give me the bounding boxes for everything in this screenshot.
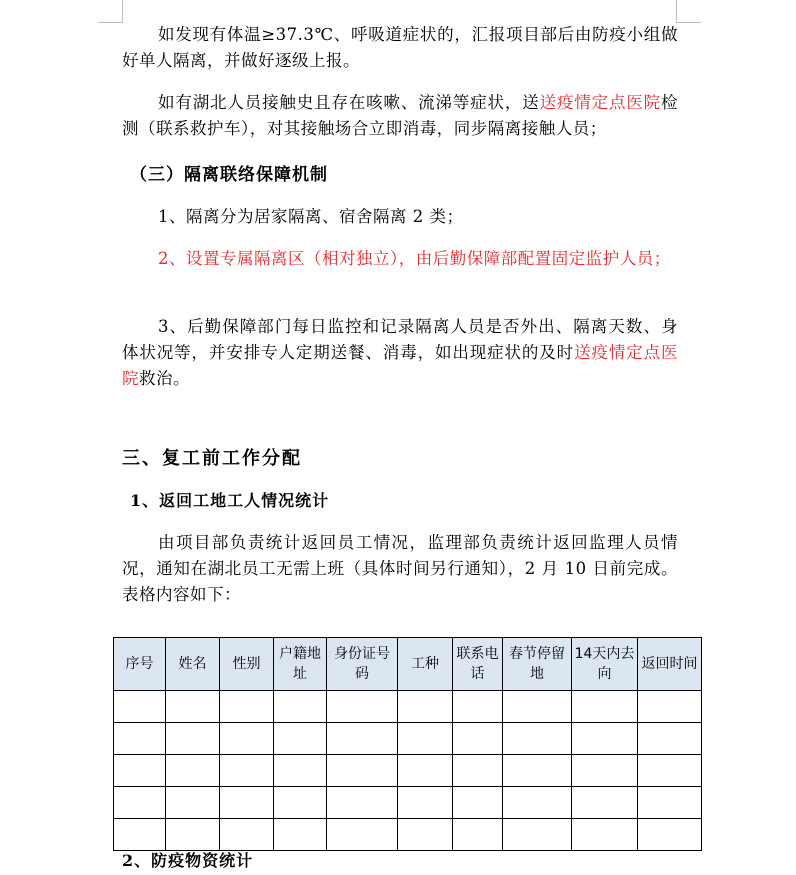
highlight-hospital-1: 送疫情定点医院 [539,93,662,112]
worker-stats-table [113,637,702,851]
table-header-cell: 联系电话 [453,638,503,691]
list-item-isolation-types: 1、隔离分为居家隔离、宿舍隔离 2 类； [158,207,464,226]
paragraph-stats-instructions: 由项目部负责统计返回员工情况，监理部负责统计返回监理人员情况，通知在湖北员工无需上班（具体时间另行通知），2 月 10 日前完成。表格内容如下： [122,533,678,604]
page-corner-mark-left [98,0,123,23]
paragraph-hubei-contact [122,90,678,142]
table-row [114,787,702,819]
table-header-cell: 序号 [114,638,166,691]
list-item-isolation-area: 2、设置专属隔离区（相对独立），由后勤保障部配置固定监护人员； [158,249,671,268]
table-row [114,723,702,755]
paragraph-fever-report: 如发现有体温≥37.3℃、呼吸道症状的，汇报项目部后由防疫小组做好单人隔离，并做好逐级上报。 [122,25,678,70]
list-item-logistics-text-a: 3、后勤保障部门每日监控和记录隔离人员是否外出、隔离天数、身体状况等，并安排专人定期送餐、消毒，如出现症状的及时 [122,317,678,362]
page-corner-mark-right [676,0,701,23]
table-header-cell: 返回时间 [638,638,702,691]
highlight-hospital-2: 送疫情定点医院 [122,343,679,388]
subheading-worker-stats: 1、返回工地工人情况统计 [130,491,330,510]
table-row [114,691,702,723]
section-heading-isolation: （三）隔离联络保障机制 [130,165,328,185]
table-header-row [114,638,702,691]
table-header-cell: 14天内去向 [572,638,638,691]
table-header-cell: 身份证号码 [327,638,398,691]
list-item-logistics-monitoring [122,314,678,392]
list-item-logistics-text-c: 救治。 [139,369,190,388]
table-header-cell: 姓名 [166,638,220,691]
table-row [114,819,702,851]
table-row [114,755,702,787]
table-header-cell: 春节停留地 [503,638,572,691]
paragraph-hubei-contact-text-c: 检测（联系救护车），对其接触场合立即消毒，同步隔离接触人员； [122,93,679,138]
subheading-supplies-stats: 2、防疫物资统计 [122,851,254,870]
chapter-heading-work-allocation: 三、复工前工作分配 [122,448,302,469]
table-header-cell: 户籍地址 [274,638,327,691]
paragraph-hubei-contact-text-a: 如有湖北人员接触史且存在咳嗽、流涕等症状，送 [158,93,540,112]
table-header-cell: 性别 [220,638,274,691]
table-header-cell: 工种 [398,638,453,691]
